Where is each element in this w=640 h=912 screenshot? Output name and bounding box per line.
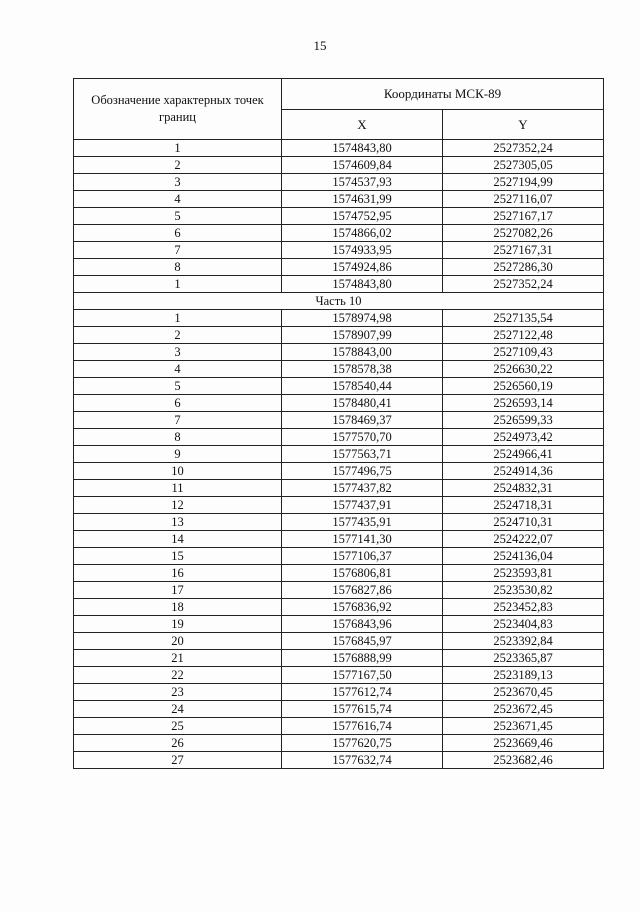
x-cell: 1578469,37 [282,412,443,429]
y-cell: 2527194,99 [443,174,604,191]
y-cell: 2527082,26 [443,225,604,242]
y-cell: 2523404,83 [443,616,604,633]
x-cell: 1574843,80 [282,276,443,293]
table-row [74,276,604,293]
point-cell: 14 [74,531,282,548]
x-cell: 1578540,44 [282,378,443,395]
x-cell: 1576845,97 [282,633,443,650]
x-cell: 1577496,75 [282,463,443,480]
x-cell: 1574631,99 [282,191,443,208]
table-row [74,225,604,242]
table-row [74,565,604,582]
point-cell: 25 [74,718,282,735]
table-row [74,378,604,395]
y-cell: 2524832,31 [443,480,604,497]
x-cell: 1577106,37 [282,548,443,565]
x-cell: 1578843,00 [282,344,443,361]
x-cell: 1576888,99 [282,650,443,667]
point-cell: 6 [74,395,282,412]
point-cell: 24 [74,701,282,718]
y-cell: 2524914,36 [443,463,604,480]
table-row [74,174,604,191]
y-cell: 2523593,81 [443,565,604,582]
table-row [74,208,604,225]
y-cell: 2523189,13 [443,667,604,684]
x-cell: 1577615,74 [282,701,443,718]
y-cell: 2523669,46 [443,735,604,752]
table-row [74,633,604,650]
point-cell: 7 [74,242,282,259]
table-row [74,650,604,667]
y-cell: 2526593,14 [443,395,604,412]
point-cell: 20 [74,633,282,650]
x-cell: 1574752,95 [282,208,443,225]
table-row [74,616,604,633]
x-cell: 1574537,93 [282,174,443,191]
section-title: Часть 10 [74,293,604,310]
y-cell: 2524966,41 [443,446,604,463]
y-cell: 2527167,17 [443,208,604,225]
point-cell: 11 [74,480,282,497]
x-cell: 1577632,74 [282,752,443,769]
section-body [74,293,604,310]
point-cell: 1 [74,310,282,327]
x-cell: 1574933,95 [282,242,443,259]
y-cell: 2523671,45 [443,718,604,735]
point-cell: 10 [74,463,282,480]
table-row [74,157,604,174]
y-cell: 2524973,42 [443,429,604,446]
x-cell: 1577437,82 [282,480,443,497]
y-cell: 2527167,31 [443,242,604,259]
table-row [74,140,604,157]
y-cell: 2523530,82 [443,582,604,599]
y-cell: 2527352,24 [443,140,604,157]
coordinates-table [73,78,604,769]
point-cell: 9 [74,446,282,463]
x-cell: 1577437,91 [282,497,443,514]
y-cell: 2523682,46 [443,752,604,769]
table-row [74,429,604,446]
y-column-header: Y [443,110,604,140]
y-cell: 2526630,22 [443,361,604,378]
x-cell: 1574609,84 [282,157,443,174]
point-cell: 17 [74,582,282,599]
table-row [74,412,604,429]
y-cell: 2526560,19 [443,378,604,395]
y-cell: 2524718,31 [443,497,604,514]
point-cell: 27 [74,752,282,769]
x-cell: 1576843,96 [282,616,443,633]
x-cell: 1578578,38 [282,361,443,378]
y-cell: 2527352,24 [443,276,604,293]
y-cell: 2527135,54 [443,310,604,327]
point-cell: 1 [74,276,282,293]
y-cell: 2527305,05 [443,157,604,174]
point-cell: 18 [74,599,282,616]
table-row [74,327,604,344]
y-cell: 2527286,30 [443,259,604,276]
y-cell: 2524710,31 [443,514,604,531]
table-row [74,735,604,752]
y-cell: 2524222,07 [443,531,604,548]
point-cell: 12 [74,497,282,514]
x-cell: 1576827,86 [282,582,443,599]
table-row [74,582,604,599]
x-cell: 1574924,86 [282,259,443,276]
y-cell: 2527109,43 [443,344,604,361]
section-row [74,293,604,310]
x-cell: 1577616,74 [282,718,443,735]
x-cell: 1574843,80 [282,140,443,157]
table-row [74,718,604,735]
table-row [74,463,604,480]
x-cell: 1578907,99 [282,327,443,344]
point-cell: 4 [74,191,282,208]
part-one-body [74,140,604,293]
x-cell: 1577620,75 [282,735,443,752]
table-row [74,701,604,718]
page-number: 15 [313,38,327,53]
y-cell: 2523392,84 [443,633,604,650]
table-row [74,259,604,276]
table-row [74,752,604,769]
point-cell: 3 [74,344,282,361]
x-cell: 1574866,02 [282,225,443,242]
x-cell: 1577141,30 [282,531,443,548]
point-cell: 16 [74,565,282,582]
x-cell: 1577570,70 [282,429,443,446]
x-cell: 1578480,41 [282,395,443,412]
point-cell: 5 [74,378,282,395]
point-cell: 1 [74,140,282,157]
part-two-body [74,310,604,769]
x-cell: 1578974,98 [282,310,443,327]
table-row [74,395,604,412]
table-row [74,599,604,616]
point-cell: 5 [74,208,282,225]
x-column-header: X [282,110,443,140]
table-row [74,361,604,378]
table-row [74,344,604,361]
point-cell: 13 [74,514,282,531]
table-row [74,446,604,463]
point-cell: 4 [74,361,282,378]
table-row [74,514,604,531]
point-cell: 3 [74,174,282,191]
point-cell: 21 [74,650,282,667]
point-cell: 2 [74,157,282,174]
point-cell: 19 [74,616,282,633]
point-cell: 22 [74,667,282,684]
point-cell: 8 [74,259,282,276]
x-cell: 1577563,71 [282,446,443,463]
y-cell: 2524136,04 [443,548,604,565]
table-row [74,548,604,565]
point-cell: 15 [74,548,282,565]
coordinates-header: Координаты МСК-89 [282,79,604,110]
table-row [74,242,604,259]
point-cell: 7 [74,412,282,429]
point-cell: 8 [74,429,282,446]
y-cell: 2527122,48 [443,327,604,344]
table-row [74,191,604,208]
table-row [74,667,604,684]
y-cell: 2527116,07 [443,191,604,208]
y-cell: 2523365,87 [443,650,604,667]
table-row [74,684,604,701]
x-cell: 1577612,74 [282,684,443,701]
point-designation-header: Обозначение характерных точек границ [74,79,282,140]
point-cell: 2 [74,327,282,344]
x-cell: 1576836,92 [282,599,443,616]
y-cell: 2526599,33 [443,412,604,429]
y-cell: 2523670,45 [443,684,604,701]
point-cell: 26 [74,735,282,752]
table-row [74,310,604,327]
table-row [74,497,604,514]
point-cell: 6 [74,225,282,242]
table-row [74,531,604,548]
y-cell: 2523672,45 [443,701,604,718]
x-cell: 1576806,81 [282,565,443,582]
point-cell: 23 [74,684,282,701]
x-cell: 1577167,50 [282,667,443,684]
table-row [74,480,604,497]
x-cell: 1577435,91 [282,514,443,531]
y-cell: 2523452,83 [443,599,604,616]
